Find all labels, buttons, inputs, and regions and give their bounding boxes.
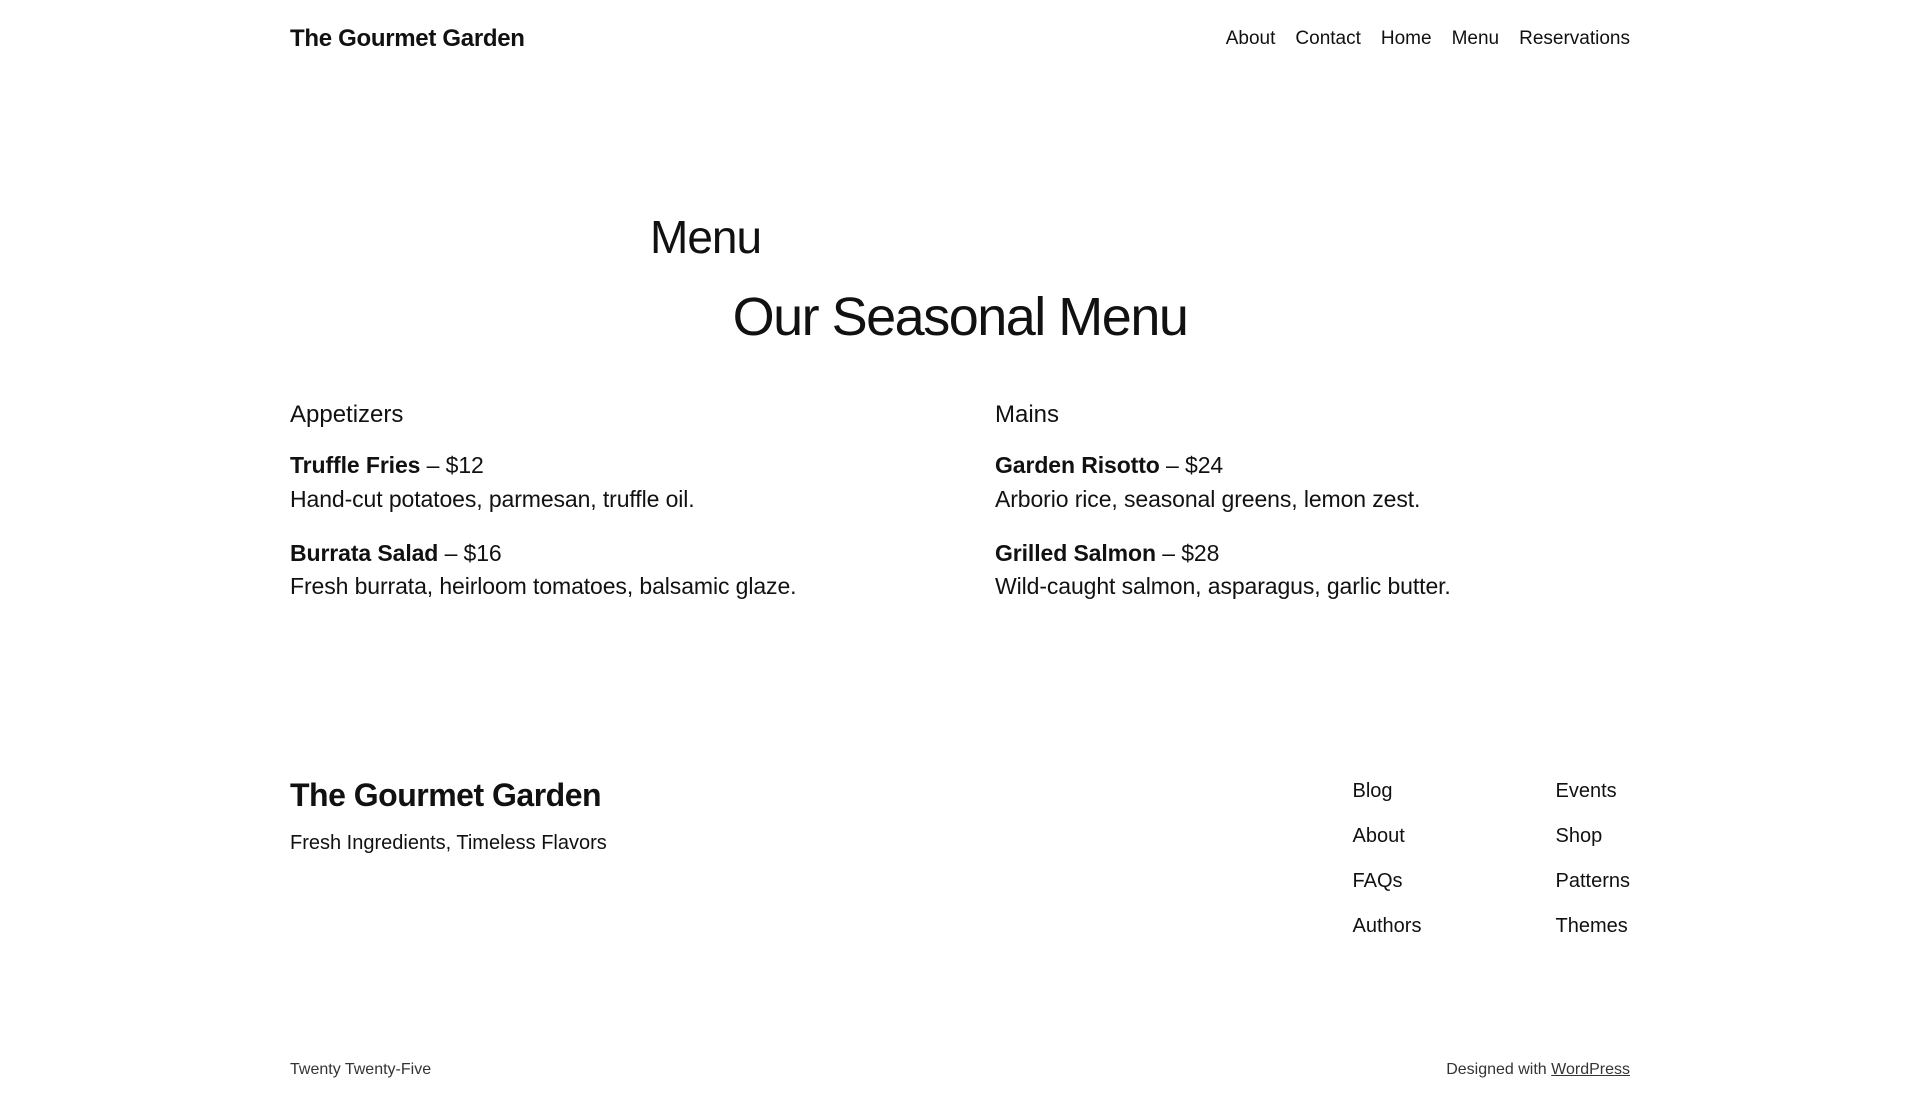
section-heading-mains: Mains xyxy=(995,400,1060,428)
nav-item-contact[interactable]: Contact xyxy=(1295,27,1361,49)
footer-colophon xyxy=(290,1061,1630,1098)
list-item xyxy=(1556,866,1630,896)
nav-item-home[interactable]: Home xyxy=(1380,27,1432,49)
footer-link-themes[interactable]: Themes xyxy=(1555,914,1628,937)
footer-links-column-1 xyxy=(1353,776,1556,956)
item-price: – $24 xyxy=(1166,452,1224,479)
item-description: Hand-cut potatoes, parmesan, truffle oil. xyxy=(290,485,695,512)
menu-item-burrata-salad xyxy=(290,537,925,604)
footer-brand xyxy=(290,776,607,858)
item-name: Truffle Fries xyxy=(290,452,421,479)
list-item xyxy=(1353,911,1556,941)
footer-link-events[interactable]: Events xyxy=(1555,779,1617,802)
footer-link-blog[interactable]: Blog xyxy=(1352,779,1393,802)
item-price: – $12 xyxy=(426,452,484,479)
list-item xyxy=(1353,866,1556,896)
site-title-link[interactable]: The Gourmet Garden xyxy=(290,25,525,52)
list-item xyxy=(1353,821,1556,851)
item-price: – $28 xyxy=(1162,539,1220,566)
nav-item-menu[interactable]: Menu xyxy=(1451,27,1500,49)
menu-item-garden-risotto xyxy=(995,449,1630,516)
designed-with-text: Designed with xyxy=(1446,1060,1547,1078)
footer-links xyxy=(1353,776,1630,956)
primary-nav xyxy=(1226,26,1630,53)
nav-item-reservations[interactable]: Reservations xyxy=(1519,27,1630,49)
menu-columns xyxy=(290,399,1630,625)
page-title-column xyxy=(650,210,1270,265)
designed-with xyxy=(1446,1061,1630,1079)
list-item xyxy=(1556,821,1630,851)
footer-link-shop[interactable]: Shop xyxy=(1555,824,1603,847)
list-item xyxy=(1556,911,1630,941)
item-name: Grilled Salmon xyxy=(995,539,1156,566)
footer-brand-title: The Gourmet Garden xyxy=(290,776,602,813)
site-footer xyxy=(0,776,1920,1098)
seasonal-menu-heading: Our Seasonal Menu xyxy=(732,287,1188,348)
wordpress-link[interactable]: WordPress xyxy=(1551,1060,1630,1078)
item-name: Garden Risotto xyxy=(995,452,1160,479)
footer-link-patterns[interactable]: Patterns xyxy=(1555,869,1630,892)
nav-item-about[interactable]: About xyxy=(1225,27,1276,49)
list-item xyxy=(1556,776,1630,806)
item-name: Burrata Salad xyxy=(290,539,439,566)
footer-links-column-2 xyxy=(1556,776,1630,956)
theme-name-text: Twenty Twenty-Five xyxy=(290,1060,432,1078)
footer-link-about[interactable]: About xyxy=(1352,824,1405,847)
footer-link-faqs[interactable]: FAQs xyxy=(1352,869,1403,892)
item-description: Fresh burrata, heirloom tomatoes, balsamic glaze. xyxy=(290,573,797,600)
item-description: Wild-caught salmon, asparagus, garlic butter. xyxy=(995,573,1451,600)
site-header xyxy=(290,0,1630,53)
main-content xyxy=(0,210,1920,625)
menu-item-grilled-salmon xyxy=(995,537,1630,604)
list-item xyxy=(1353,776,1556,806)
item-description: Arborio rice, seasonal greens, lemon zest. xyxy=(995,485,1421,512)
footer-link-authors[interactable]: Authors xyxy=(1352,914,1422,937)
menu-section-appetizers xyxy=(290,399,925,625)
menu-section-mains xyxy=(995,399,1630,625)
footer-tagline: Fresh Ingredients, Timeless Flavors xyxy=(290,831,607,854)
footer-main xyxy=(290,776,1630,956)
section-heading-appetizers: Appetizers xyxy=(290,400,404,428)
item-price: – $16 xyxy=(444,539,502,566)
page-title: Menu xyxy=(650,211,762,263)
menu-item-truffle-fries xyxy=(290,449,925,516)
